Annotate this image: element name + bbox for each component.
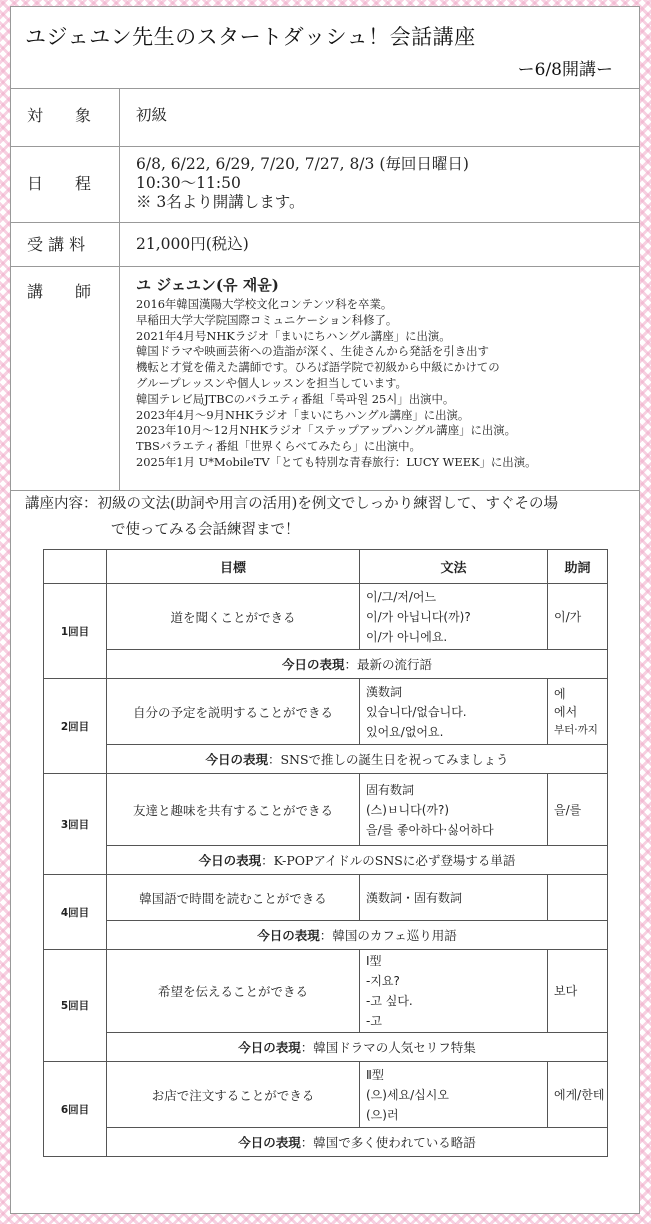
particle-item: 에게/한테 bbox=[554, 1087, 605, 1102]
expression-text: 韓国のカフェ巡り用語 bbox=[332, 928, 457, 943]
flyer-header bbox=[11, 7, 639, 89]
lesson-table bbox=[43, 549, 608, 1157]
target-row bbox=[11, 89, 639, 147]
expression-text: 最新の流行語 bbox=[357, 657, 433, 672]
grammar-item: 漢数詞 bbox=[366, 684, 403, 699]
lesson-row bbox=[44, 774, 608, 846]
lesson-row bbox=[44, 679, 608, 745]
expression-row bbox=[44, 650, 608, 679]
grammar-item: 固有数詞 bbox=[366, 782, 415, 797]
expression-label: 今日の表現 bbox=[205, 752, 268, 767]
bio-line: 2023年10月〜12月NHKラジオ「ステップアップハングル講座」に出演。 bbox=[136, 423, 517, 438]
lesson-number: 1回目 bbox=[44, 584, 107, 679]
fee-label: 受 講 料 bbox=[11, 223, 120, 266]
expression-row bbox=[44, 1033, 608, 1062]
lesson-particles bbox=[548, 1062, 608, 1128]
course-content bbox=[25, 491, 558, 543]
today-expression: 今日の表現：K-POPアイドルのSNSに必ず登場する単語 bbox=[107, 846, 608, 875]
expression-text: SNSで推しの誕生日を祝ってみましょう bbox=[280, 752, 509, 767]
schedule-value bbox=[120, 147, 469, 222]
today-expression: 今日の表現：韓国で多く使われている略語 bbox=[107, 1128, 608, 1157]
bio-line: TBSバラエティ番組「世界くらべてみたら」に出演中。 bbox=[136, 439, 421, 454]
target-label: 対 象 bbox=[11, 89, 120, 146]
schedule-dates: 6/8, 6/22, 6/29, 7/20, 7/27, 8/3 (毎回日曜日) bbox=[136, 155, 469, 173]
lesson-grammar bbox=[360, 774, 548, 846]
today-expression: 今日の表現：韓国のカフェ巡り用語 bbox=[107, 921, 608, 950]
expression-label: 今日の表現 bbox=[257, 928, 320, 943]
grammar-item: 이/가 아니에요. bbox=[366, 629, 448, 644]
page-title: ユジェユン先生のスタートダッシュ！会話講座 bbox=[25, 25, 476, 49]
bio-line: 2021年4月号NHKラジオ「まいにちハングル講座」に出演。 bbox=[136, 328, 451, 343]
lesson-grammar bbox=[360, 584, 548, 650]
lesson-particles bbox=[548, 774, 608, 846]
expression-label: 今日の表現 bbox=[198, 853, 262, 868]
grammar-item: 이/가 아닙니다(까)? bbox=[366, 609, 471, 624]
expression-row bbox=[44, 745, 608, 774]
particle-item: 에 bbox=[554, 686, 566, 701]
fee-row bbox=[11, 223, 639, 267]
lesson-number: 2回目 bbox=[44, 679, 107, 774]
schedule-note: ※ 3名より開講します。 bbox=[136, 193, 305, 211]
grammar-item: Ⅰ型 bbox=[366, 954, 382, 968]
grammar-item: -고 싶다. bbox=[366, 994, 413, 1008]
expression-row bbox=[44, 846, 608, 875]
particle-item: 에서 bbox=[554, 704, 578, 719]
schedule-label: 日 程 bbox=[11, 147, 120, 222]
bio-line: 2025年1月 U*MobileTV「とても特別な青春旅行：LUCY WEEK」に出演。 bbox=[136, 454, 537, 469]
lesson-goal: 友達と趣味を共有することができる bbox=[107, 774, 360, 846]
expression-label: 今日の表現 bbox=[238, 1040, 301, 1055]
lesson-particles bbox=[548, 875, 608, 921]
grammar-item: Ⅱ型 bbox=[366, 1067, 384, 1082]
grammar-item: 있습니다/없습니다. bbox=[366, 704, 467, 719]
grammar-item: 을/를 좋아하다·싫어하다 bbox=[366, 822, 494, 837]
bio-line: グループレッスンや個人レッスンを担当しています。 bbox=[136, 375, 407, 390]
particle-item: 이/가 bbox=[554, 609, 582, 624]
grammar-item: -지요? bbox=[366, 974, 400, 988]
lesson-row bbox=[44, 875, 608, 921]
content-text-line2: で使ってみる会話練習まで！ bbox=[111, 522, 300, 538]
lesson-particles bbox=[548, 950, 608, 1033]
lesson-row bbox=[44, 950, 608, 1033]
particle-item: 을/를 bbox=[554, 802, 582, 817]
content-label: 講座内容： bbox=[25, 496, 98, 512]
lesson-number: 6回目 bbox=[44, 1062, 107, 1157]
grammar-item: 있어요/없어요. bbox=[366, 724, 444, 739]
header-goal: 目標 bbox=[107, 550, 360, 584]
lesson-particles bbox=[548, 679, 608, 745]
header-particles: 助詞 bbox=[548, 550, 608, 584]
schedule-row bbox=[11, 147, 639, 223]
header-grammar: 文法 bbox=[360, 550, 548, 584]
content-text-line1: 初級の文法(助詞や用言の活用)を例文でしっかり練習して、すぐその場 bbox=[97, 496, 559, 512]
expression-label: 今日の表現 bbox=[238, 1135, 301, 1150]
bio-line: 2016年韓国漢陽大学校文化コンテンツ科を卒業。 bbox=[136, 297, 393, 311]
bio-line: 2023年4月〜9月NHKラジオ「まいにちハングル講座」に出演。 bbox=[136, 407, 470, 422]
lesson-goal: 道を聞くことができる bbox=[107, 584, 360, 650]
schedule-time: 10:30〜11:50 bbox=[136, 174, 241, 192]
lesson-particles bbox=[548, 584, 608, 650]
bio-line: 早稲田大学大学院国際コミュニケーション科修了。 bbox=[136, 312, 398, 327]
expression-row bbox=[44, 921, 608, 950]
lesson-number: 5回目 bbox=[44, 950, 107, 1062]
lesson-row bbox=[44, 1062, 608, 1128]
start-date-subtitle: ー6/8開講ー bbox=[517, 60, 613, 80]
expression-label: 今日の表現 bbox=[281, 657, 345, 672]
grammar-item: (으)러 bbox=[366, 1107, 399, 1122]
today-expression: 今日の表現：SNSで推しの誕生日を祝ってみましょう bbox=[107, 745, 608, 774]
lesson-grammar bbox=[360, 679, 548, 745]
lesson-grammar bbox=[360, 1062, 548, 1128]
particle-item: 보다 bbox=[554, 984, 578, 998]
grammar-item: -고 bbox=[366, 1014, 382, 1028]
grammar-item: (스)ㅂ니다(까?) bbox=[366, 802, 450, 817]
teacher-label: 講 師 bbox=[11, 267, 120, 490]
teacher-row bbox=[11, 267, 639, 491]
table-header-row bbox=[44, 550, 608, 584]
lesson-goal: お店で注文することができる bbox=[107, 1062, 360, 1128]
lesson-goal: 韓国語で時間を読むことができる bbox=[107, 875, 360, 921]
bio-line: 韓国ドラマや映画芸術への造詣が深く、生徒さんから発話を引き出す bbox=[136, 344, 489, 359]
header-blank bbox=[44, 550, 107, 584]
lesson-grammar bbox=[360, 950, 548, 1033]
expression-text: 韓国ドラマの人気セリフ特集 bbox=[313, 1040, 476, 1055]
particle-item: 부터·까지 bbox=[554, 723, 598, 736]
lesson-number: 4回目 bbox=[44, 875, 107, 950]
lesson-row bbox=[44, 584, 608, 650]
expression-row bbox=[44, 1128, 608, 1157]
bio-line: 機転と才覚を備えた講師です。ひろば語学院で初級から中級にかけての bbox=[136, 360, 500, 375]
lesson-grammar bbox=[360, 875, 548, 921]
today-expression: 今日の表現：最新の流行語 bbox=[107, 650, 608, 679]
flyer-card bbox=[10, 6, 640, 1214]
today-expression: 今日の表現：韓国ドラマの人気セリフ特集 bbox=[107, 1033, 608, 1062]
expression-text: K-POPアイドルのSNSに必ず登場する単語 bbox=[273, 853, 516, 868]
target-value: 初級 bbox=[136, 106, 168, 124]
fee-value: 21,000円(税込) bbox=[136, 235, 249, 253]
grammar-item: (으)세요/십시오 bbox=[366, 1087, 449, 1102]
grammar-item: 漢数詞・固有数詞 bbox=[366, 890, 463, 905]
teacher-name: ユ ジェユン(유 재윤) bbox=[136, 276, 279, 294]
bio-line: 韓国テレビ局JTBCのバラエティ番組「룩파원 25시」出演中。 bbox=[136, 391, 455, 406]
grammar-item: 이/그/저/어느 bbox=[366, 589, 437, 604]
teacher-value bbox=[120, 267, 536, 490]
lesson-goal: 希望を伝えることができる bbox=[107, 950, 360, 1033]
expression-text: 韓国で多く使われている略語 bbox=[313, 1135, 476, 1150]
lesson-goal: 自分の予定を説明することができる bbox=[107, 679, 360, 745]
lesson-number: 3回目 bbox=[44, 774, 107, 875]
